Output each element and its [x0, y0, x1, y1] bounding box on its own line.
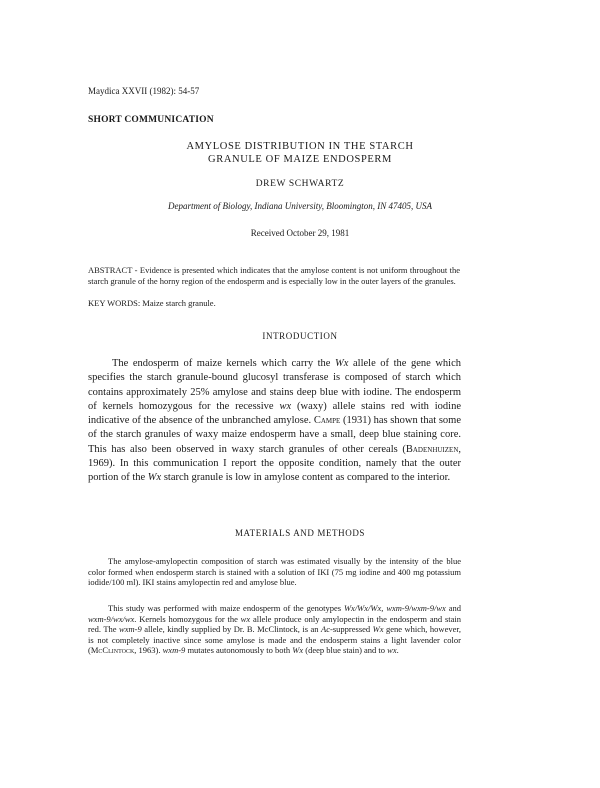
introduction-heading: INTRODUCTION: [262, 331, 338, 341]
abstract-text: ABSTRACT - Evidence is presented which indicates that the amylose content is not uniform throughout the starch granule of the horny region of the endosperm and is especially low in the outer layers of the granules.: [88, 265, 460, 286]
article-title-line-1: AMYLOSE DISTRIBUTION IN THE STARCH: [186, 141, 414, 152]
citation-author: McClintock: [90, 645, 135, 655]
gene-symbol: wxm-9: [119, 624, 142, 634]
gene-symbol: Wx: [372, 624, 384, 634]
gene-symbol: Wx: [147, 472, 162, 484]
author-name: DREW SCHWARTZ: [255, 179, 345, 189]
gene-symbol: Wx: [292, 645, 304, 655]
section-label: SHORT COMMUNICATION: [88, 115, 214, 125]
gene-symbol: Wx: [335, 358, 349, 369]
received-date: Received October 29, 1981: [250, 228, 350, 238]
methods-paragraph-1: The amylose-amylopectin composition of starch was estimated visually by the intensity of the blue color formed when endosperm starch is stained with a solution of IKI (75 mg iodine and 400 mg potassium iodide/100 ml). IKI stains amylopectin red and amylose blue.: [88, 556, 461, 587]
methods-heading: MATERIALS AND METHODS: [234, 528, 366, 538]
author-affiliation: Department of Biology, Indiana University, Bloomington, IN 47405, USA: [168, 201, 432, 211]
gene-symbol: wx: [240, 613, 251, 624]
methods-paragraph-2: This study was performed with maize endosperm of the genotypes Wx/Wx/Wx, wxm-9/wxm-9/wx and wxm-9/wx/wx. Kernels homozygous for the wx allele produce only amylopectin in the endosperm and stain red. The wxm-9 allele, kindly supplied by Dr. B. McClintock, is an Ac-suppressed Wx gene which, however, is not completely inactive since some amylose is made and the endosperm stains a light lavender color (McClintock, 1963). wxm-9 mutates autonomously to both Wx (deep blue stain) and to wx.: [88, 603, 462, 655]
article-title-line-2: GRANULE OF MAIZE ENDOSPERM: [208, 154, 392, 165]
gene-symbol: wx: [279, 400, 292, 412]
introduction-paragraph: The endosperm of maize kernels which carry the Wx allele of the gene which specifies the starch granule-bound glucosyl transferase is composed of starch which contains approximately 25% amylose and stains deep blue with iodine. The endosperm of kernels homozygous for the recessive wx (waxy) allele stains red with iodine indicative of the absence of the unbranched amylose. Campe (1931) has shown that some of the starch granules of waxy maize endosperm have a small, deep blue staining core. This has also been observed in waxy starch granules of other cereals (Badenhuizen, 1969). In this communication I report the opposite condition, namely that the outer portion of the Wx starch granule is low in amylose content as compared to the interior.: [88, 358, 462, 484]
genotype: wxm-9/wx/wx: [88, 613, 135, 624]
gene-symbol: Ac: [321, 624, 331, 634]
citation-author: Badenhuizen: [405, 443, 459, 455]
gene-symbol: wxm-9: [162, 645, 186, 655]
genotype: wxm-9/wxm-9/wx: [386, 603, 446, 613]
keywords: KEY WORDS: Maize starch granule.: [88, 298, 216, 308]
journal-reference: Maydica XXVII (1982): 54-57: [88, 86, 200, 96]
gene-symbol: wx: [387, 645, 397, 655]
genotype: Wx/Wx/Wx: [343, 603, 382, 613]
citation-author: Campe: [313, 415, 341, 427]
